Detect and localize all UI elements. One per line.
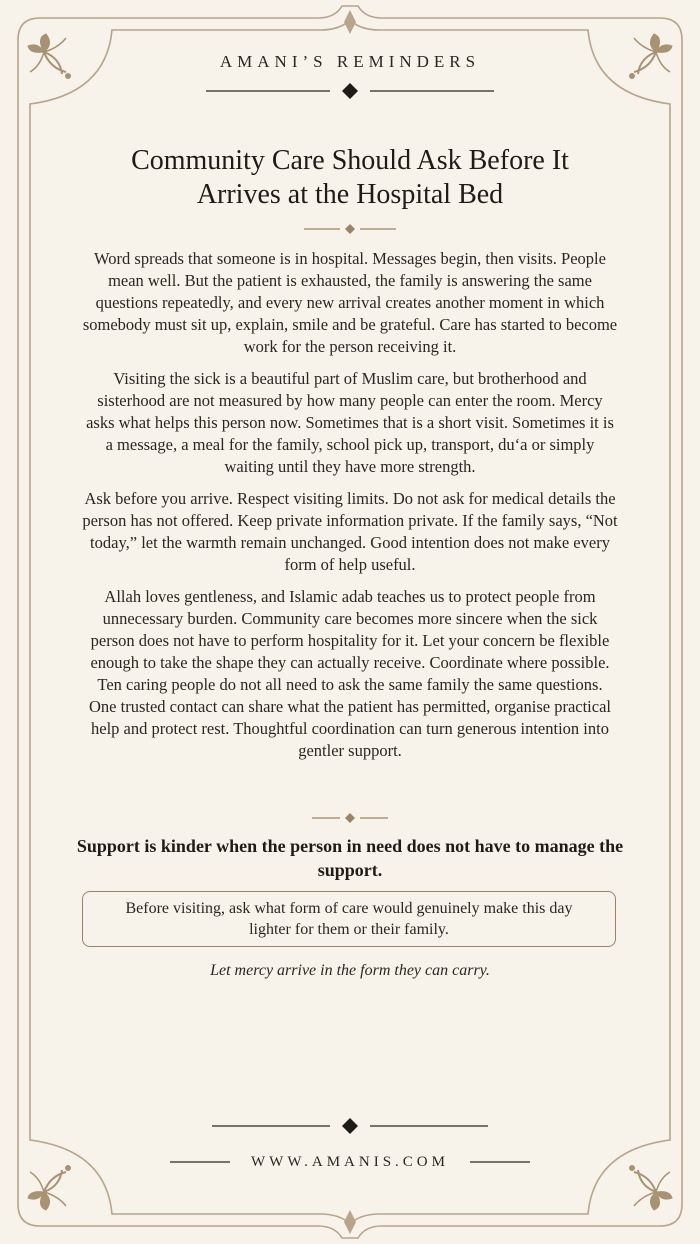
closing-line: Let mercy arrive in the form they can carry. [210, 962, 490, 979]
paragraph-2: Visiting the sick is a beautiful part of Muslim care, but brotherhood and sisterhood are not measured by how many people can enter the room. Mercy asks what helps this person now. Sometimes that is a short visit. Sometimes it is a message, a meal for the family, school pick up, transport, du‘a or simply waiting until they have more strength. [86, 369, 614, 476]
diamond-icon [342, 83, 358, 99]
section-divider [312, 813, 388, 823]
floral-corner-icon-bottom-right [630, 1166, 673, 1211]
brand-title: AMANI’S REMINDERS [219, 52, 481, 71]
paragraph-3: Ask before you arrive. Respect visiting limits. Do not ask for medical details the person has not offered. Keep private information private. If the family says, “Not today,” let the warmth remain unchanged. Good intention does not make every form of help useful. [82, 489, 618, 574]
diamond-icon [342, 1118, 358, 1134]
diamond-icon [345, 224, 355, 234]
top-diamond-icon [344, 10, 356, 34]
diamond-icon [345, 813, 355, 823]
footer-divider [212, 1118, 488, 1134]
article-body [82, 248, 618, 772]
floral-corner-icon-bottom-left [28, 1166, 71, 1211]
title-line-1: Community Care Should Ask Before It [131, 145, 569, 176]
bottom-diamond-icon [344, 1210, 356, 1234]
callout-box [82, 891, 616, 947]
website-link[interactable]: WWW.AMANIS.COM [251, 1154, 449, 1170]
header-divider [206, 83, 494, 99]
callout-text: Before visiting, ask what form of care would genuinely make this day lighter for them or their family. [125, 900, 573, 938]
title-divider [304, 224, 396, 234]
emphasis-statement: Support is kinder when the person in need does not have to manage the support. [76, 836, 624, 880]
title-line-2: Arrives at the Hospital Bed [196, 179, 504, 210]
page-title [60, 144, 640, 212]
paragraph-1: Word spreads that someone is in hospital. Messages begin, then visits. People mean well. But the patient is exhausted, the family is answering the same questions repeatedly, and every new arrival creates another moment in which somebody must sit up, explain, smile and be grateful. Care has started to become work for the person receiving it. [82, 249, 618, 356]
paragraph-4: Allah loves gentleness, and Islamic adab teaches us to protect people from unnecessary burden. Community care becomes more sincere when the sick person does not have to perform hospitality for it. Let your concern be flexible enough to take the shape they can actually receive. Coordinate where possible. Ten caring people do not all need to ask the same family the same questions. One trusted contact can share what the patient has permitted, organise practical help and protect rest. Thoughtful coordination can turn generous intention into gentler support. [89, 587, 611, 760]
